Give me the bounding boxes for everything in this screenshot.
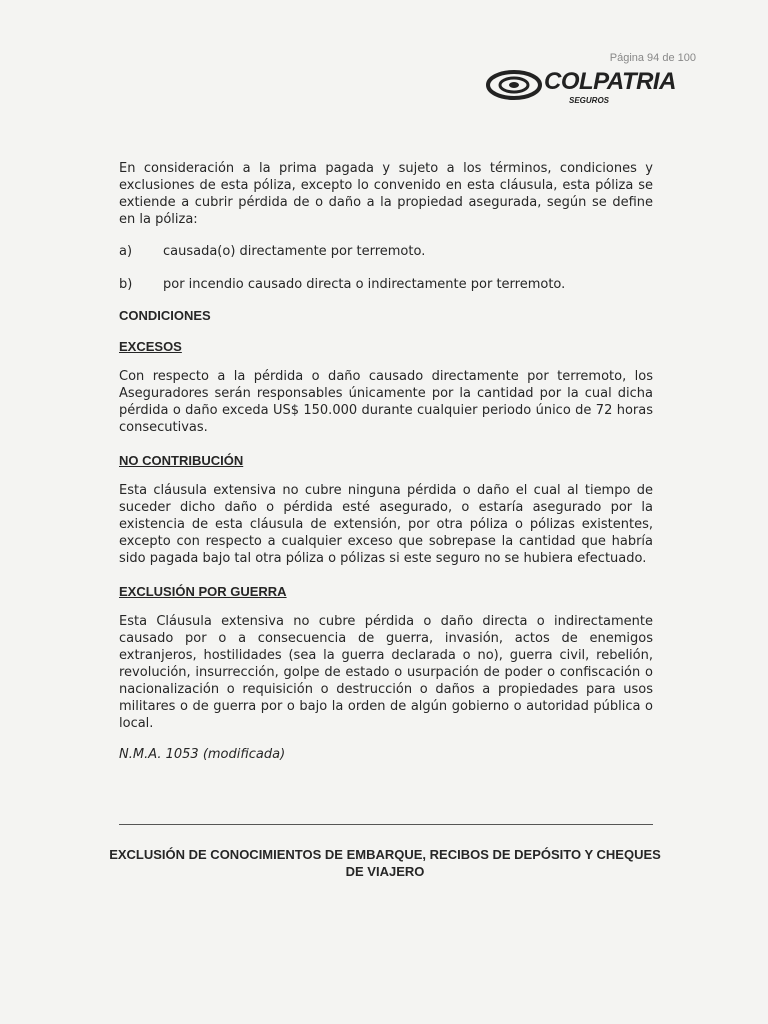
no-contribucion-heading: NO CONTRIBUCIÓN	[119, 453, 244, 468]
no-contribucion-paragraph: Esta cláusula extensiva no cubre ninguna pérdida o daño el cual al tiempo de suceder dicho daño o pérdida esté asegurado, o estaría asegurado por la existencia de esta cláusula de extensión, por otra póliza o pólizas existentes, excepto con respecto a cualquier exceso que sobrepase la cantidad que habría sido pagada bajo tal otra póliza o pólizas si este seguro no se hubiera efectuado.	[119, 483, 653, 566]
logo-subtext: SEGUROS	[569, 96, 610, 105]
intro-paragraph: En consideración a la prima pagada y sujeto a los términos, condiciones y exclusiones de esta póliza, excepto lo convenido en esta cláusula, esta póliza se extiende a cubrir pérdida de o daño a la propiedad asegurada, según se define en la póliza:	[119, 161, 653, 227]
guerra-heading: EXCLUSIÓN POR GUERRA	[119, 584, 287, 599]
document-body	[119, 160, 653, 763]
list-letter: a)	[119, 244, 133, 259]
excesos-heading: EXCESOS	[119, 339, 182, 354]
logo-wordmark: COLPATRIA	[544, 68, 676, 95]
excesos-paragraph: Con respecto a la pérdida o daño causado directamente por terremoto, los Aseguradores serán responsables únicamente por la cantidad por la cual dicha pérdida o daño exceda US$ 150.000 durante cualquier periodo único de 72 horas consecutivas.	[119, 369, 653, 435]
company-logo	[486, 66, 676, 110]
page-number: Página 94 de 100	[609, 52, 696, 64]
list-text: causada(o) directamente por terremoto.	[163, 244, 426, 259]
divider	[119, 824, 653, 825]
list-item	[119, 276, 653, 293]
list-text: por incendio causado directa o indirectamente por terremoto.	[163, 277, 566, 292]
section-title-line1: EXCLUSIÓN DE CONOCIMIENTOS DE EMBARQUE, RECIBOS DE DEPÓSITO Y CHEQUES	[109, 847, 661, 862]
reference-note: N.M.A. 1053 (modificada)	[119, 747, 286, 762]
section-title-line2: DE VIAJERO	[345, 864, 425, 879]
guerra-paragraph: Esta Cláusula extensiva no cubre pérdida o daño directa o indirectamente causado por o a consecuencia de guerra, invasión, actos de enemigos extranjeros, hostilidades (sea la guerra declarada o no), guerra civil, rebelión, revolución, insurrección, golpe de estado o usurpación de poder o confiscación o nacionalización o requisición o destrucción o daños a propiedades para usos militares o de guerra por o bajo la orden de algún gobierno o autoridad pública o local.	[119, 614, 653, 731]
list-item	[119, 243, 653, 260]
section-title	[100, 846, 670, 880]
colpatria-swirl-icon	[486, 68, 542, 102]
list-letter: b)	[119, 277, 133, 292]
conditions-heading: CONDICIONES	[119, 308, 211, 323]
